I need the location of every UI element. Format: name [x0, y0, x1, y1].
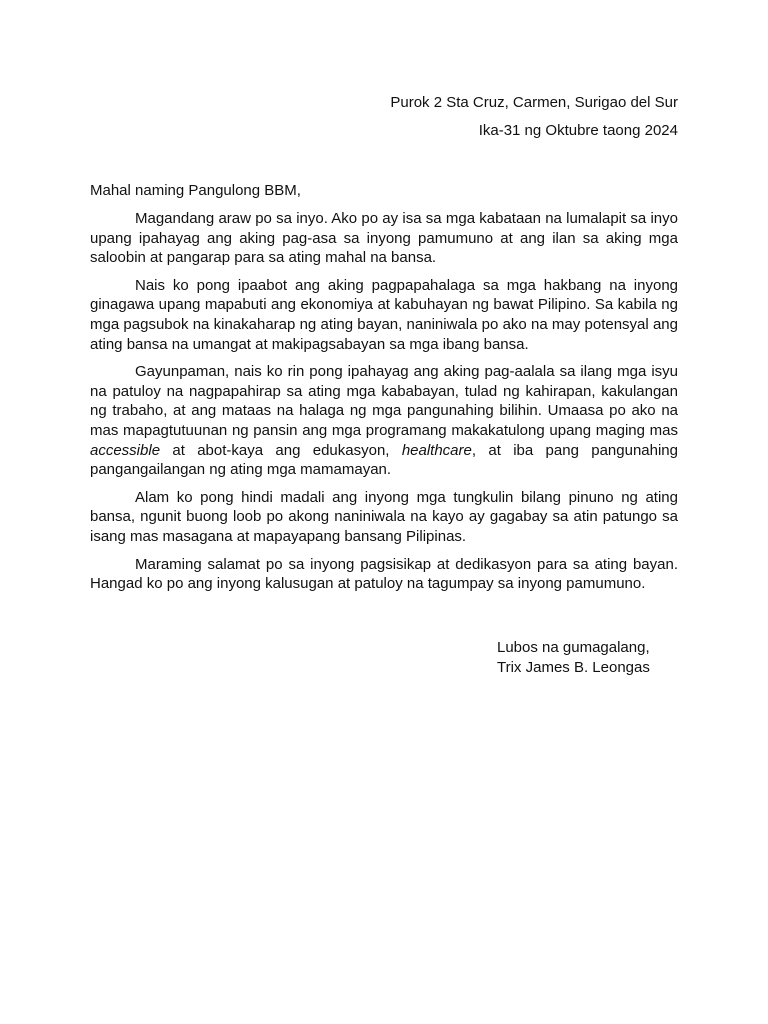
paragraph-3-text-1: Gayunpaman, nais ko rin pong ipahayag ang aking pag-aalala sa ilang mga isyu na patuloy na nagpapahirap sa ating mga kababayan, tulad ng kahirapan, kakulangan ng trabaho, at ang mataas na halaga ng mga pangunahing bilihin. Umaasa po ako na mas mapagtutuunan ng pansin ang mga programang makakatulong upang maging mas	[90, 363, 678, 439]
paragraph-3-italic-healthcare: healthcare	[401, 441, 472, 459]
paragraph-2: Nais ko pong ipaabot ang aking pagpapahalaga sa mga hakbang na inyong ginagawa upang mapabuti ang ekonomiya at kabuhayan ng bawat Pilipino. Sa kabila ng mga pagsubok na kinakaharap ng ating bayan, naniniwala po ako na may potensyal ang ating bansa na umangat at makipagsabayan sa mga ibang bansa.	[90, 276, 678, 353]
paragraph-3-italic-accessible: accessible	[90, 441, 161, 459]
paragraph-5: Maraming salamat po sa inyong pagsisikap at dedikasyon para sa ating bayan. Hangad ko po ang inyong kalusugan at patuloy na tagumpay sa inyong pamumuno.	[90, 555, 678, 593]
complimentary-close: Lubos na gumagalang,	[497, 639, 650, 656]
signature-name: Trix James B. Leongas	[497, 659, 650, 676]
letter-date: Ika-31 ng Oktubre taong 2024	[478, 122, 678, 139]
sender-address: Purok 2 Sta Cruz, Carmen, Surigao del Sur	[390, 94, 678, 111]
paragraph-3-text-2: at abot-kaya ang edukasyon,	[160, 441, 402, 459]
paragraph-1: Magandang araw po sa inyo. Ako po ay isa sa mga kabataan na lumalapit sa inyo upang ipahayag ang aking pag-asa sa inyong pamumuno at ang ilan sa aking mga saloobin at pangarap para sa ating mahal na bansa.	[90, 210, 678, 267]
letter-body	[90, 209, 678, 602]
paragraph-4: Alam ko pong hindi madali ang inyong mga tungkulin bilang pinuno ng ating bansa, ngunit buong loob po akong naniniwala na kayo ay gagabay sa atin patungo sa isang mas masagana at mapayapang bansang Pilipinas.	[90, 488, 678, 545]
paragraph-3-text-3: , at iba pang pangunahing pangangailangan ng ating mga mamamayan.	[90, 441, 678, 479]
paragraph-3	[90, 362, 678, 480]
closing-block	[497, 638, 717, 678]
salutation: Mahal naming Pangulong BBM,	[90, 182, 301, 199]
